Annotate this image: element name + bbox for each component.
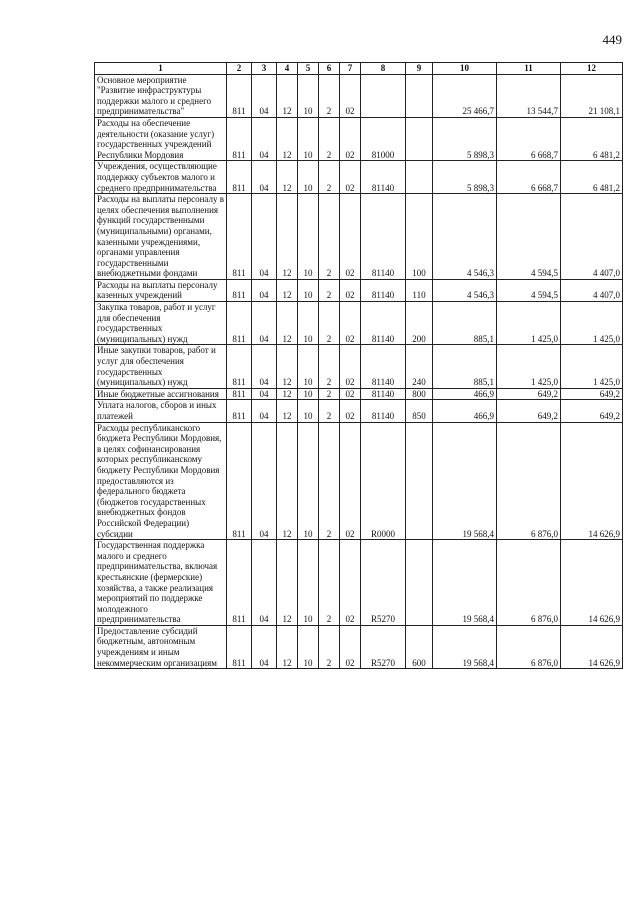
row-name-cell: Иные бюджетные ассигнования — [95, 388, 227, 400]
row-value-cell: 6 481,2 — [561, 117, 623, 160]
row-value-cell: 02 — [340, 422, 361, 540]
row-value-cell: 811 — [227, 194, 252, 280]
row-name-cell: Расходы республиканского бюджета Республики Мордовия, в целях софинансирования которых республиканскому бюджету Республики Мордовия предоставляются из федерального бюджета (бюджетов государственных внебюджетных фондов Российской Федерации) субсидии — [95, 422, 227, 540]
row-value-cell: 885,1 — [433, 345, 497, 388]
row-value-cell: 2 — [319, 400, 340, 422]
row-value-cell: 02 — [340, 302, 361, 345]
row-value-cell: 100 — [406, 194, 433, 280]
header-cell: 5 — [298, 63, 319, 75]
row-value-cell: 2 — [319, 279, 340, 301]
row-value-cell: 04 — [252, 400, 277, 422]
header-cell: 6 — [319, 63, 340, 75]
row-value-cell: 12 — [277, 74, 298, 117]
row-value-cell: 14 626,9 — [561, 540, 623, 626]
row-value-cell: 811 — [227, 422, 252, 540]
row-value-cell: 2 — [319, 540, 340, 626]
row-value-cell: 04 — [252, 388, 277, 400]
row-name-cell: Учреждения, осуществляющие поддержку субъектов малого и среднего предпринимательства — [95, 161, 227, 194]
row-value-cell: 811 — [227, 540, 252, 626]
row-value-cell: 10 — [298, 194, 319, 280]
row-value-cell: 2 — [319, 422, 340, 540]
row-value-cell: 811 — [227, 388, 252, 400]
row-value-cell: 02 — [340, 345, 361, 388]
row-value-cell: 04 — [252, 117, 277, 160]
row-value-cell: 19 568,4 — [433, 540, 497, 626]
header-cell: 12 — [561, 63, 623, 75]
header-cell: 9 — [406, 63, 433, 75]
row-value-cell: 12 — [277, 279, 298, 301]
row-name-cell: Расходы на выплаты персоналу казенных учреждений — [95, 279, 227, 301]
row-value-cell: 81140 — [361, 279, 406, 301]
row-value-cell: 81140 — [361, 194, 406, 280]
row-value-cell: 04 — [252, 302, 277, 345]
table-row — [95, 540, 623, 626]
row-value-cell: 10 — [298, 161, 319, 194]
header-cell: 7 — [340, 63, 361, 75]
row-value-cell: 04 — [252, 74, 277, 117]
row-value-cell: 885,1 — [433, 302, 497, 345]
row-value-cell: 12 — [277, 194, 298, 280]
table-row — [95, 302, 623, 345]
row-value-cell: 25 466,7 — [433, 74, 497, 117]
row-name-cell: Закупка товаров, работ и услуг для обеспечения государственных (муниципальных) нужд — [95, 302, 227, 345]
row-value-cell: 19 568,4 — [433, 422, 497, 540]
row-value-cell: 02 — [340, 194, 361, 280]
row-value-cell: 04 — [252, 345, 277, 388]
row-name-cell: Предоставление субсидий бюджетным, автономным учреждениям и иным некоммерческим организациям — [95, 625, 227, 668]
header-cell: 10 — [433, 63, 497, 75]
row-value-cell: 10 — [298, 74, 319, 117]
table-row — [95, 400, 623, 422]
row-value-cell: 6 668,7 — [497, 161, 561, 194]
row-value-cell: 200 — [406, 302, 433, 345]
row-value-cell: 12 — [277, 388, 298, 400]
row-value-cell: 04 — [252, 422, 277, 540]
row-value-cell: 12 — [277, 117, 298, 160]
row-value-cell: 5 898,3 — [433, 117, 497, 160]
row-value-cell: 110 — [406, 279, 433, 301]
header-cell: 2 — [227, 63, 252, 75]
row-value-cell: 811 — [227, 161, 252, 194]
row-value-cell: 6 481,2 — [561, 161, 623, 194]
row-value-cell: 2 — [319, 117, 340, 160]
header-cell: 3 — [252, 63, 277, 75]
row-name-cell: Расходы на выплаты персоналу в целях обеспечения выполнения функций государственными (муниципальными) органами, казенными учреждениями, органами управления государственными внебюджетными фондами — [95, 194, 227, 280]
row-value-cell: 811 — [227, 625, 252, 668]
row-value-cell: 4 546,3 — [433, 194, 497, 280]
row-value-cell: 649,2 — [561, 400, 623, 422]
row-value-cell: 81140 — [361, 302, 406, 345]
table-row — [95, 625, 623, 668]
header-cell: 1 — [95, 63, 227, 75]
row-value-cell: 811 — [227, 279, 252, 301]
row-value-cell: 850 — [406, 400, 433, 422]
row-value-cell — [406, 117, 433, 160]
row-value-cell: 1 425,0 — [497, 345, 561, 388]
row-value-cell: 02 — [340, 161, 361, 194]
row-value-cell: 2 — [319, 625, 340, 668]
row-value-cell: 10 — [298, 117, 319, 160]
row-value-cell: 04 — [252, 279, 277, 301]
row-value-cell: 81000 — [361, 117, 406, 160]
row-value-cell: 14 626,9 — [561, 422, 623, 540]
row-value-cell: R0000 — [361, 422, 406, 540]
header-cell: 8 — [361, 63, 406, 75]
row-value-cell: 02 — [340, 279, 361, 301]
row-value-cell: 12 — [277, 302, 298, 345]
row-value-cell: 2 — [319, 302, 340, 345]
page-number: 449 — [602, 32, 622, 47]
row-name-cell: Иные закупки товаров, работ и услуг для обеспечения государственных (муниципальных) нужд — [95, 345, 227, 388]
row-value-cell: 1 425,0 — [561, 345, 623, 388]
row-value-cell: 800 — [406, 388, 433, 400]
row-value-cell: 02 — [340, 625, 361, 668]
row-value-cell: 466,9 — [433, 388, 497, 400]
table-row — [95, 345, 623, 388]
table-row — [95, 279, 623, 301]
row-value-cell: 12 — [277, 400, 298, 422]
row-value-cell: 1 425,0 — [561, 302, 623, 345]
row-value-cell: 12 — [277, 422, 298, 540]
row-value-cell: 10 — [298, 422, 319, 540]
row-name-cell: Расходы на обеспечение деятельности (оказание услуг) государственных учреждений Республики Мордовия — [95, 117, 227, 160]
row-value-cell: 02 — [340, 74, 361, 117]
row-value-cell: 10 — [298, 625, 319, 668]
row-value-cell: 12 — [277, 345, 298, 388]
row-value-cell: 811 — [227, 74, 252, 117]
row-value-cell: 12 — [277, 625, 298, 668]
row-value-cell: 4 407,0 — [561, 194, 623, 280]
row-value-cell — [406, 422, 433, 540]
row-value-cell: 81140 — [361, 345, 406, 388]
row-value-cell: 6 668,7 — [497, 117, 561, 160]
table-row — [95, 161, 623, 194]
row-value-cell: 10 — [298, 400, 319, 422]
row-value-cell: 04 — [252, 194, 277, 280]
row-value-cell: 2 — [319, 345, 340, 388]
row-value-cell: 4 594,5 — [497, 279, 561, 301]
row-value-cell: 14 626,9 — [561, 625, 623, 668]
row-value-cell: 02 — [340, 540, 361, 626]
row-value-cell: 10 — [298, 345, 319, 388]
row-value-cell: 600 — [406, 625, 433, 668]
row-value-cell: 5 898,3 — [433, 161, 497, 194]
table-row — [95, 422, 623, 540]
budget-table — [94, 62, 623, 669]
row-value-cell: 02 — [340, 388, 361, 400]
row-value-cell: 81140 — [361, 400, 406, 422]
row-value-cell: R5270 — [361, 540, 406, 626]
row-value-cell: 12 — [277, 540, 298, 626]
row-value-cell: 649,2 — [497, 400, 561, 422]
row-value-cell: 2 — [319, 74, 340, 117]
row-value-cell: 2 — [319, 388, 340, 400]
row-value-cell: 10 — [298, 279, 319, 301]
row-value-cell: 19 568,4 — [433, 625, 497, 668]
row-value-cell: 13 544,7 — [497, 74, 561, 117]
row-value-cell: 02 — [340, 117, 361, 160]
row-value-cell: 81140 — [361, 388, 406, 400]
row-value-cell: R5270 — [361, 625, 406, 668]
row-value-cell — [361, 74, 406, 117]
row-value-cell — [406, 74, 433, 117]
row-value-cell: 02 — [340, 400, 361, 422]
row-value-cell: 466,9 — [433, 400, 497, 422]
row-value-cell: 6 876,0 — [497, 540, 561, 626]
row-value-cell: 240 — [406, 345, 433, 388]
row-value-cell: 1 425,0 — [497, 302, 561, 345]
row-value-cell: 04 — [252, 540, 277, 626]
row-value-cell: 81140 — [361, 161, 406, 194]
header-cell: 11 — [497, 63, 561, 75]
row-value-cell: 2 — [319, 161, 340, 194]
row-value-cell: 21 108,1 — [561, 74, 623, 117]
row-value-cell: 811 — [227, 345, 252, 388]
row-value-cell: 649,2 — [561, 388, 623, 400]
row-value-cell — [406, 161, 433, 194]
row-value-cell: 10 — [298, 302, 319, 345]
row-value-cell: 10 — [298, 388, 319, 400]
row-value-cell: 10 — [298, 540, 319, 626]
row-value-cell: 649,2 — [497, 388, 561, 400]
row-value-cell — [406, 540, 433, 626]
table-row — [95, 117, 623, 160]
row-value-cell: 4 546,3 — [433, 279, 497, 301]
row-value-cell: 6 876,0 — [497, 625, 561, 668]
row-value-cell: 04 — [252, 161, 277, 194]
row-name-cell: Уплата налогов, сборов и иных платежей — [95, 400, 227, 422]
row-name-cell: Основное мероприятие "Развитие инфраструктуры поддержки малого и среднего предпринимательства" — [95, 74, 227, 117]
row-value-cell: 2 — [319, 194, 340, 280]
table-row — [95, 194, 623, 280]
row-value-cell: 811 — [227, 117, 252, 160]
row-value-cell: 04 — [252, 625, 277, 668]
header-row — [95, 63, 623, 75]
table-row — [95, 388, 623, 400]
row-value-cell: 811 — [227, 302, 252, 345]
header-cell: 4 — [277, 63, 298, 75]
row-name-cell: Государственная поддержка малого и среднего предпринимательства, включая крестьянские (фермерские) хозяйства, а также реализация мероприятий по поддержке молодежного предпринимательства — [95, 540, 227, 626]
table-body — [95, 74, 623, 669]
row-value-cell: 4 407,0 — [561, 279, 623, 301]
row-value-cell: 12 — [277, 161, 298, 194]
table-row — [95, 74, 623, 117]
row-value-cell: 4 594,5 — [497, 194, 561, 280]
row-value-cell: 6 876,0 — [497, 422, 561, 540]
row-value-cell: 811 — [227, 400, 252, 422]
